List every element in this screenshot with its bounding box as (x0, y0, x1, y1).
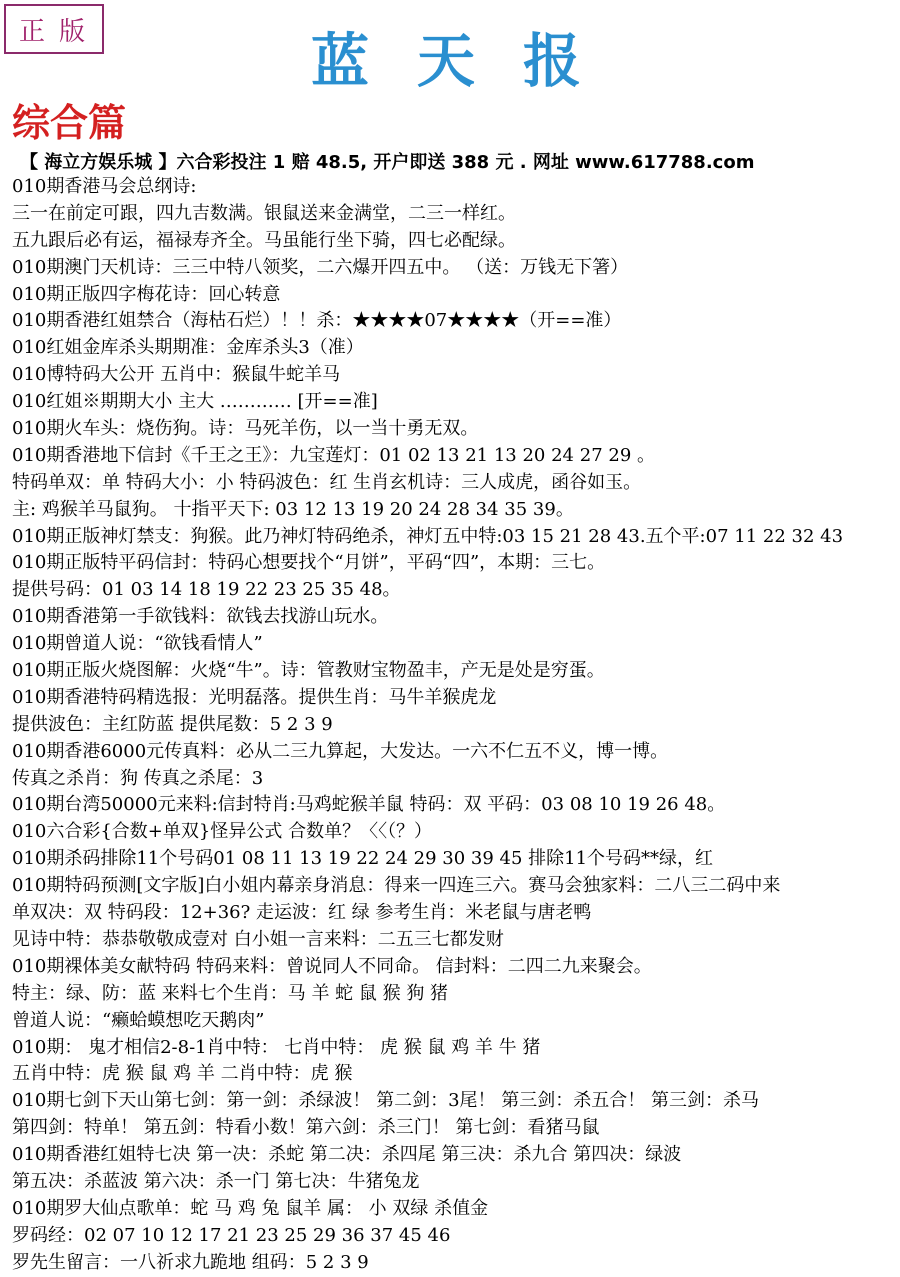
content-line: 见诗中特：恭恭敬敬成壹对 白小姐一言来料：二五三七都发财 (12, 928, 504, 950)
content-line: 010期香港6000元传真料：必从二三九算起，大发达。一六不仁五不义，博一博。 (12, 740, 669, 762)
edition-badge: 正版 (4, 4, 104, 54)
content-line: 010期正版四字梅花诗：回心转意 (12, 283, 281, 305)
content-line: 010期正版火烧图解：火烧“牛”。诗：管教财宝物盈丰，产无是处是穷蛋。 (12, 660, 605, 682)
ad-banner-line: 【 海立方娱乐城 】六合彩投注 1 赔 48.5, 开户即送 388 元 . 网址 www.617788.com (20, 152, 755, 173)
content-line: 特主：绿、防：蓝 来料七个生肖：马 羊 蛇 鼠 猴 狗 猪 (12, 982, 449, 1004)
content-line: 010期香港红姐禁合（海枯石烂）！！杀：★★★★07★★★★（开==准） (12, 310, 622, 332)
content-line: 010红姐金库杀头期期准：金库杀头3（准） (12, 337, 364, 359)
content-line: 010期裸体美女献特码 特码来料：曾说同人不同命。 信封料：二四二九来聚会。 (12, 955, 652, 977)
content-line: 010期澳门天机诗：三三中特八领奖，二六爆开四五中。 （送：万钱无下箸） (12, 256, 629, 278)
content-line: 特码单双：单 特码大小：小 特码波色：红 生肖玄机诗：三人成虎，函谷如玉。 (12, 471, 642, 493)
content-line: 010红姐※期期大小 主大 ………… [开==准] (12, 391, 378, 413)
content-line: 010博特码大公开 五肖中：猴鼠牛蛇羊马 (12, 364, 341, 386)
content-line: 010期正版特平码信封：特码心想要找个“月饼”，平码“四”，本期：三七。 (12, 552, 606, 574)
content-line: 010期香港第一手欲钱料：欲钱去找游山玩水。 (12, 606, 389, 628)
content-line: 010期火车头：烧伤狗。诗：马死羊伤，以一当十勇无双。 (12, 418, 479, 440)
content-line: 第五决：杀蓝波 第六决：杀一门 第七决：牛猪兔龙 (12, 1170, 420, 1192)
masthead-title: 蓝天报 (310, 27, 629, 95)
content-line: 010期香港特码精选报：光明磊落。提供生肖：马牛羊猴虎龙 (12, 686, 497, 708)
content-line: 010期曾道人说：“欲钱看情人” (12, 633, 263, 655)
content-line: 五九跟后必有运，福禄寿齐全。马虽能行坐下骑，四七必配绿。 (12, 229, 516, 251)
content-line: 罗先生留言：一八祈求九跪地 组码：5 2 3 9 (12, 1251, 369, 1273)
content-line: 曾道人说：“癞蛤蟆想吃天鹅肉” (12, 1009, 265, 1031)
content-line: 010期罗大仙点歌单：蛇 马 鸡 兔 鼠羊 属： 小 双绿 杀值金 (12, 1197, 489, 1219)
content-line: 010期正版神灯禁支：狗猴。此乃神灯特码绝杀，神灯五中特:03 15 21 28 43.五个平:07 11 22 32 43 (12, 525, 844, 547)
content-line: 罗码经：02 07 10 12 17 21 23 25 29 36 37 45 46 (12, 1224, 451, 1246)
content-lines (12, 174, 896, 1277)
content-line: 010期香港地下信封《千王之王》：九宝莲灯：01 02 13 21 13 20 24 27 29 。 (12, 444, 655, 466)
content-line: 五肖中特：虎 猴 鼠 鸡 羊 二肖中特：虎 猴 (12, 1063, 353, 1085)
content-line: 传真之杀肖：狗 传真之杀尾：3 (12, 767, 264, 789)
content-line: 主: 鸡猴羊马鼠狗。 十指平天下: 03 12 13 19 20 24 28 34 35 39。 (12, 498, 574, 520)
content-line: 010期杀码排除11个号码01 08 11 13 19 22 24 29 30 39 45 排除11个号码**绿，红 (12, 848, 714, 870)
content-line: 单双决：双 特码段：12+36? 走运波：红 绿 参考生肖：米老鼠与唐老鸭 (12, 902, 592, 924)
content-line: 第四剑：特单！ 第五剑：特看小数！第六剑：杀三门！ 第七剑：看猪马鼠 (12, 1117, 600, 1139)
content-line: 提供号码：01 03 14 18 19 22 23 25 35 48。 (12, 579, 401, 601)
content-line: 010期七剑下天山第七剑：第一剑：杀绿波！ 第二剑：3尾！ 第三剑：杀五合！ 第三剑：杀马 (12, 1090, 759, 1112)
section-title: 综合篇 (12, 100, 127, 145)
content-line: 010期台湾50000元来料:信封特肖:马鸡蛇猴羊鼠 特码：双 平码：03 08 10 19 26 48。 (12, 794, 726, 816)
content-line: 提供波色：主红防蓝 提供尾数：5 2 3 9 (12, 713, 333, 735)
content-line: 010六合彩{合数+单双}怪异公式 合数单？〈〈（？） (12, 821, 433, 843)
content-line: 010期香港红姐特七决 第一决：杀蛇 第二决：杀四尾 第三决：杀九合 第四决：绿波 (12, 1144, 682, 1166)
content-line: 010期香港马会总纲诗: (12, 176, 197, 197)
content-line: 010期： 鬼才相信2-8-1肖中特： 七肖中特： 虎 猴 鼠 鸡 羊 牛 猪 (12, 1036, 541, 1058)
content-line: 010期特码预测[文字版]白小姐内幕亲身消息：得来一四连三六。赛马会独家料：二八三二码中来 (12, 875, 781, 897)
content-line: 三一在前定可跟，四九吉数满。银鼠送来金满堂，二三一样红。 (12, 202, 516, 224)
